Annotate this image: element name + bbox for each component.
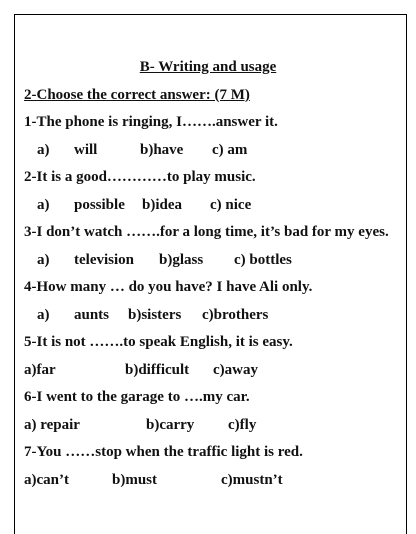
q6-option-a[interactable]: a) repair [24,417,80,433]
q3-option-a[interactable]: television [74,252,134,268]
q4-option-b[interactable]: b)sisters [128,307,182,323]
q4-option-a[interactable]: aunts [74,307,110,323]
q2-option-a[interactable]: possible [74,197,125,213]
q1-option-a[interactable]: will [74,142,98,158]
question-7: 7-You ……stop when the traffic light is red. [24,444,303,460]
q3-option-label: a) [37,252,50,268]
question-2: 2-It is a good…………to play music. [24,169,256,185]
question-4: 4-How many … do you have? I have Ali only. [24,279,313,295]
q7-option-b[interactable]: b)must [112,472,158,488]
question-6: 6-I went to the garage to ….my car. [24,389,250,405]
q1-option-label: a) [37,142,50,158]
instruction: 2-Choose the correct answer: (7 M) [24,87,250,103]
q3-option-c[interactable]: c) bottles [234,252,292,268]
q1-option-c[interactable]: c) am [212,142,248,158]
q7-option-c[interactable]: c)mustn’t [221,472,283,488]
q2-option-label: a) [37,197,50,213]
question-3: 3-I don’t watch …….for a long time, it’s bad for my eyes. [24,224,389,240]
question-1: 1-The phone is ringing, I…….answer it. [24,114,278,130]
q4-option-label: a) [37,307,50,323]
q4-option-c[interactable]: c)brothers [202,307,269,323]
section-title: B- Writing and usage [139,59,277,75]
q1-option-b[interactable]: b)have [140,142,184,158]
q6-option-b[interactable]: b)carry [146,417,195,433]
q6-option-c[interactable]: c)fly [228,417,257,433]
q2-option-c[interactable]: c) nice [210,197,252,213]
q3-option-b[interactable]: b)glass [159,252,204,268]
q5-option-b[interactable]: b)difficult [125,362,190,378]
q2-option-b[interactable]: b)idea [142,197,183,213]
q5-option-c[interactable]: c)away [213,362,258,378]
q7-option-a[interactable]: a)can’t [24,472,69,488]
q5-option-a[interactable]: a)far [24,362,56,378]
question-5: 5-It is not …….to speak English, it is easy. [24,334,293,350]
